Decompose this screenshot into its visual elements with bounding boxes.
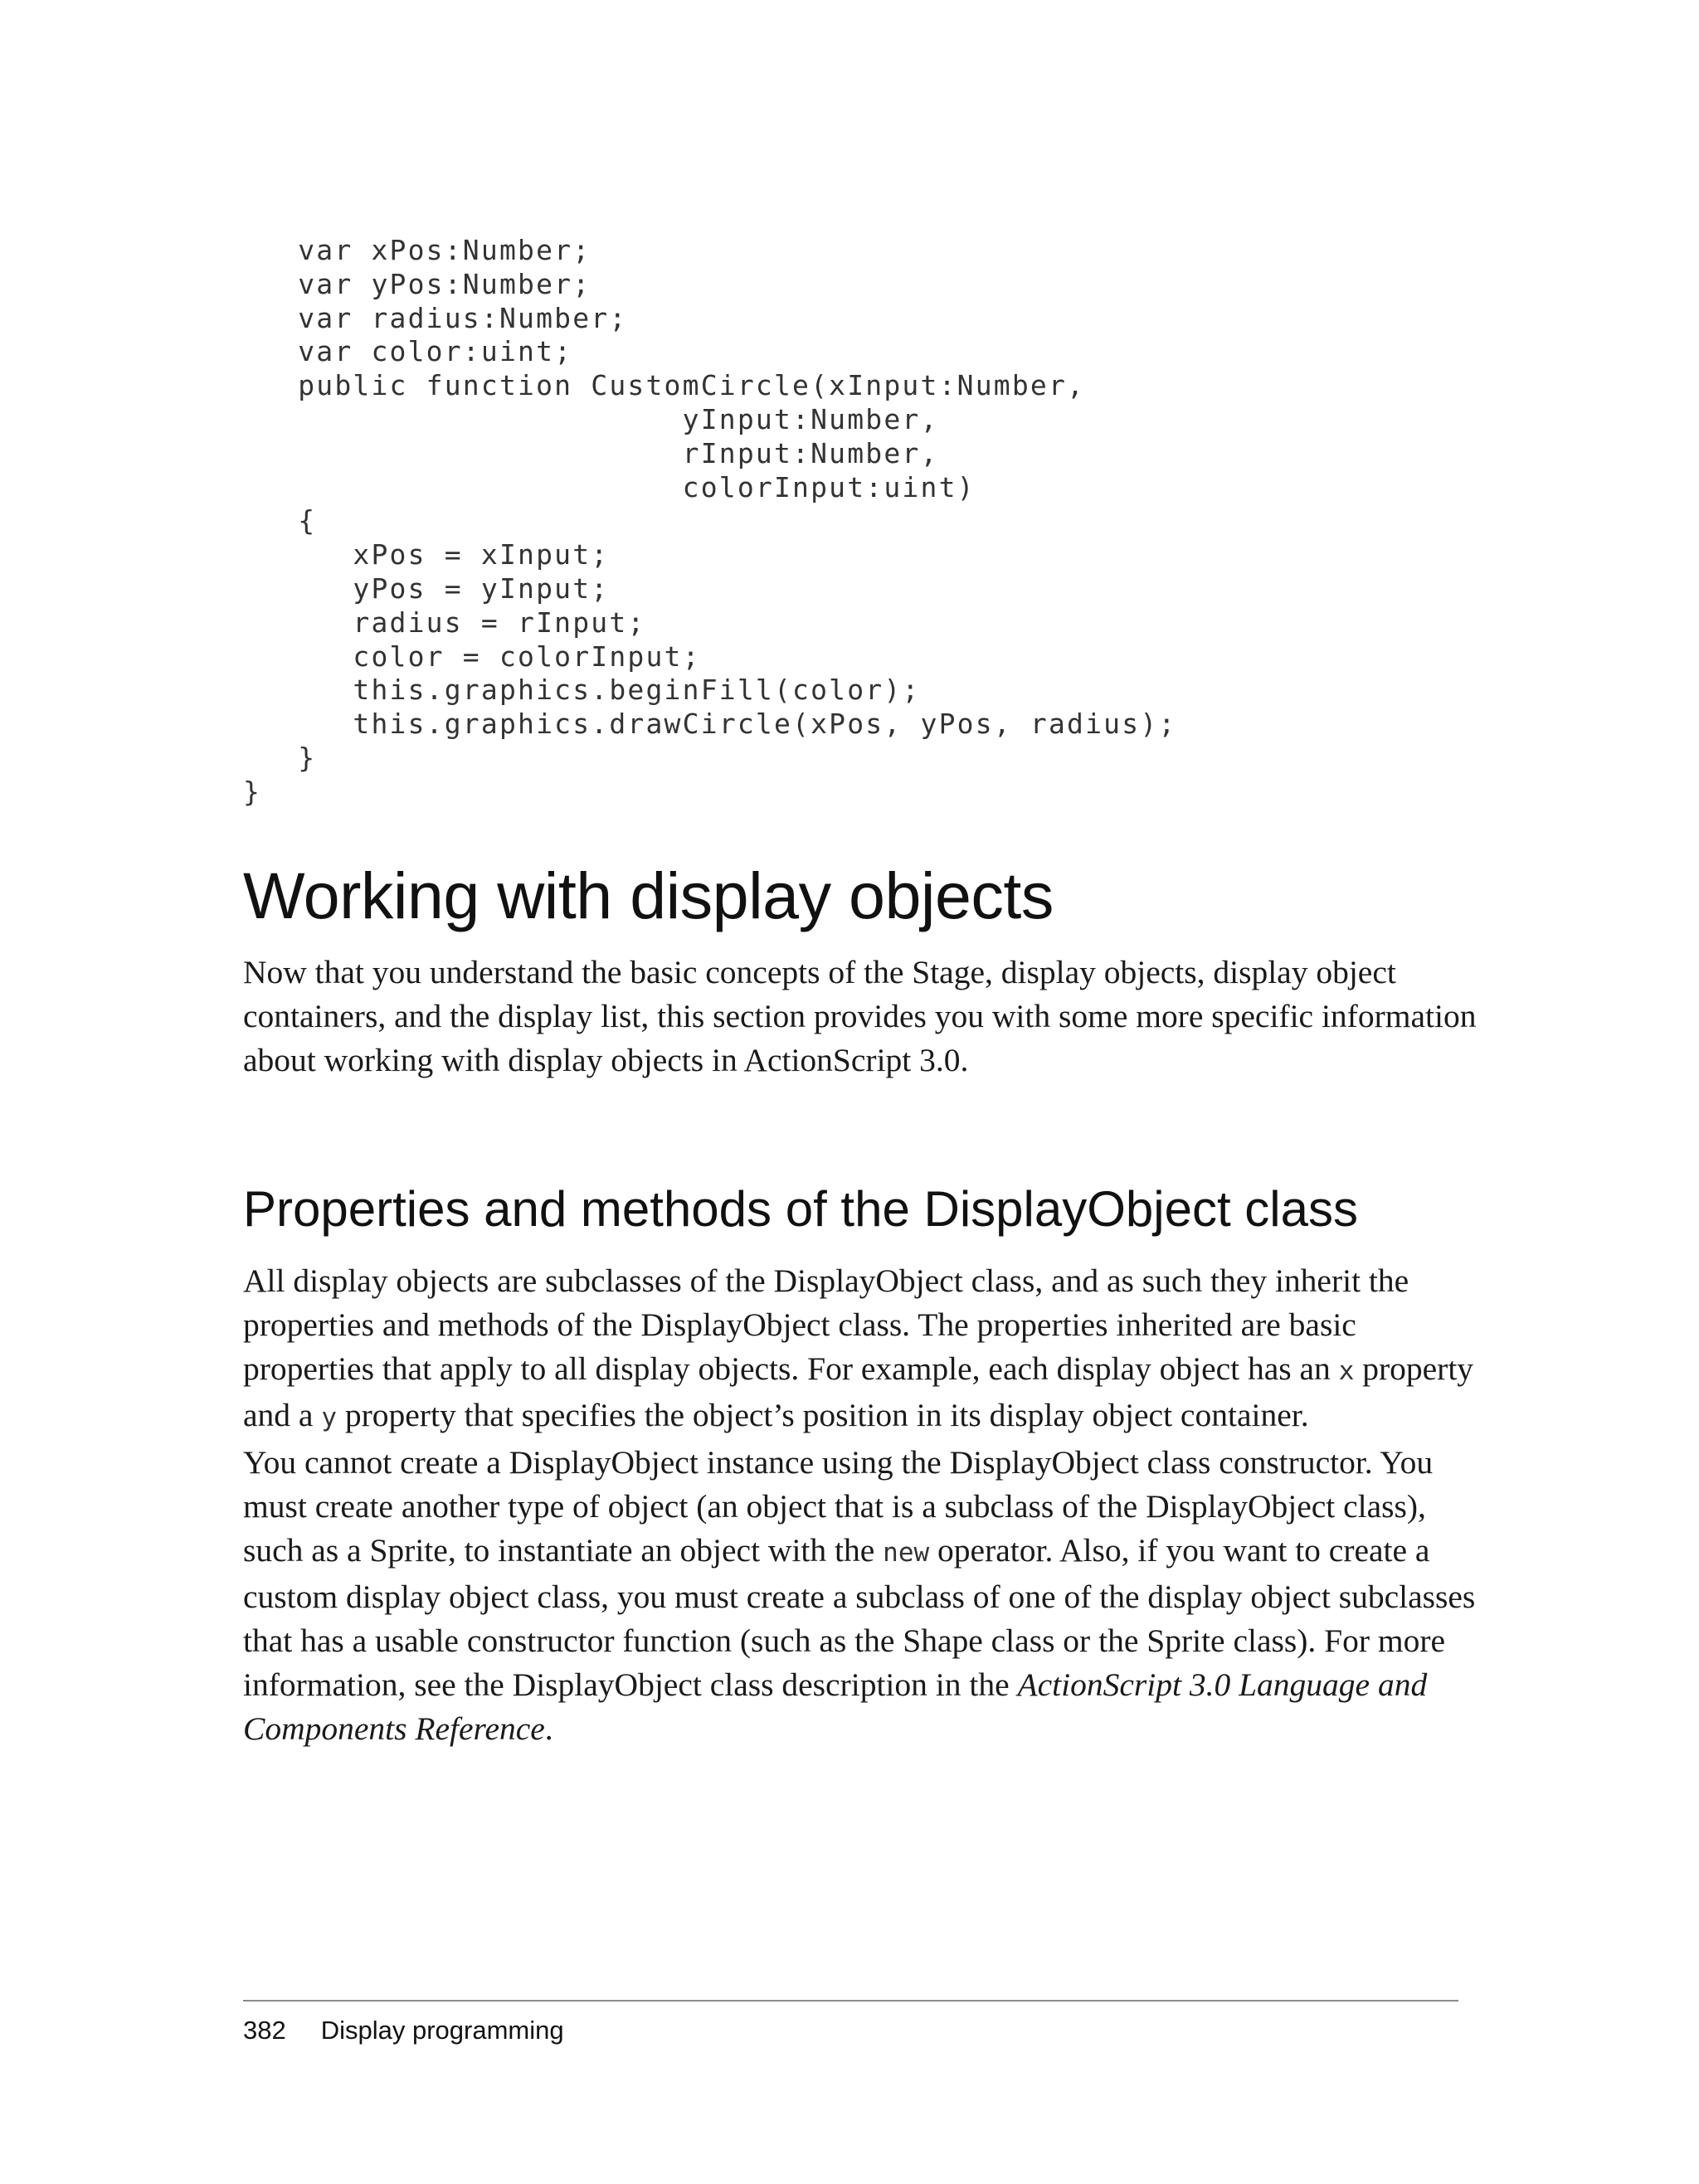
code-line: yPos = yInput;: [243, 572, 610, 605]
page-footer: [243, 2014, 564, 2047]
reference-title: Components Reference: [243, 1710, 545, 1747]
text-line: [243, 1394, 1463, 1440]
text-run: operator. Also, if you want to create a: [929, 1532, 1430, 1569]
inline-code-y: y: [321, 1403, 337, 1432]
chapter-title: Display programming: [320, 2016, 564, 2045]
section-heading: Working with display objects: [243, 859, 1054, 932]
text-line: You cannot create a DisplayObject instance using the DisplayObject class constructor. You: [243, 1444, 1434, 1481]
text-run: and a: [243, 1397, 322, 1433]
subsection-heading: Properties and methods of the DisplayObject class: [243, 1181, 1358, 1237]
code-line: }: [243, 741, 317, 774]
code-line: var yPos:Number;: [243, 267, 591, 300]
text-line: [243, 1347, 1474, 1394]
footer-divider: [243, 2000, 1458, 2002]
text-run: property that specifies the object’s position in its display object container.: [337, 1397, 1309, 1433]
constructor-paragraph: [243, 1441, 1476, 1751]
code-line: this.graphics.drawCircle(xPos, yPos, radius);: [243, 708, 1177, 741]
text-line: All display objects are subclasses of the DisplayObject class, and as such they inherit the: [243, 1262, 1409, 1299]
code-line: xPos = xInput;: [243, 538, 610, 572]
text-run: such as a Sprite, to instantiate an object with the: [243, 1532, 884, 1569]
text-line: that has a usable constructor function (such as the Shape class or the Sprite class). For more: [243, 1622, 1446, 1659]
code-line: color = colorInput;: [243, 640, 701, 673]
text-run: properties that apply to all display objects. For example, each display object has an: [243, 1350, 1339, 1387]
text-line: [243, 1529, 1463, 1575]
text-line: about working with display objects in ActionScript 3.0.: [243, 1042, 969, 1078]
code-listing: [243, 234, 1176, 810]
text-run: .: [544, 1710, 553, 1747]
code-line: {: [243, 504, 317, 537]
text-line: properties and methods of the DisplayObject class. The properties inherited are basic: [243, 1306, 1356, 1343]
text-line: containers, and the display list, this section provides you with some more specific information: [243, 998, 1477, 1034]
code-line: var radius:Number;: [243, 301, 628, 334]
page-number: 382: [243, 2016, 286, 2045]
code-line: this.graphics.beginFill(color);: [243, 674, 921, 707]
code-line: public function CustomCircle(xInput:Number,: [243, 369, 1086, 402]
code-line: var xPos:Number;: [243, 234, 591, 266]
code-line: colorInput:uint): [243, 470, 976, 503]
code-line: yInput:Number,: [243, 402, 939, 435]
code-line: radius = rInput;: [243, 606, 646, 639]
text-run: information, see the DisplayObject class description in the: [243, 1666, 1018, 1703]
code-line: }: [243, 775, 262, 808]
inline-code-new: new: [883, 1538, 930, 1568]
inline-code-x: x: [1338, 1356, 1355, 1386]
text-line: [243, 1707, 1463, 1751]
text-line: [243, 1663, 1463, 1707]
text-run: property: [1354, 1350, 1474, 1387]
code-line: var color:uint;: [243, 335, 573, 368]
reference-title: ActionScript 3.0 Language and: [1017, 1666, 1428, 1703]
intro-paragraph: [243, 951, 1477, 1082]
text-line: Now that you understand the basic concepts of the Stage, display objects, display object: [243, 954, 1396, 990]
code-line: rInput:Number,: [243, 436, 939, 469]
text-line: custom display object class, you must create a subclass of one of the display object subclasses: [243, 1578, 1476, 1615]
properties-paragraph: [243, 1259, 1474, 1440]
text-line: must create another type of object (an object that is a subclass of the DisplayObject class),: [243, 1488, 1426, 1525]
